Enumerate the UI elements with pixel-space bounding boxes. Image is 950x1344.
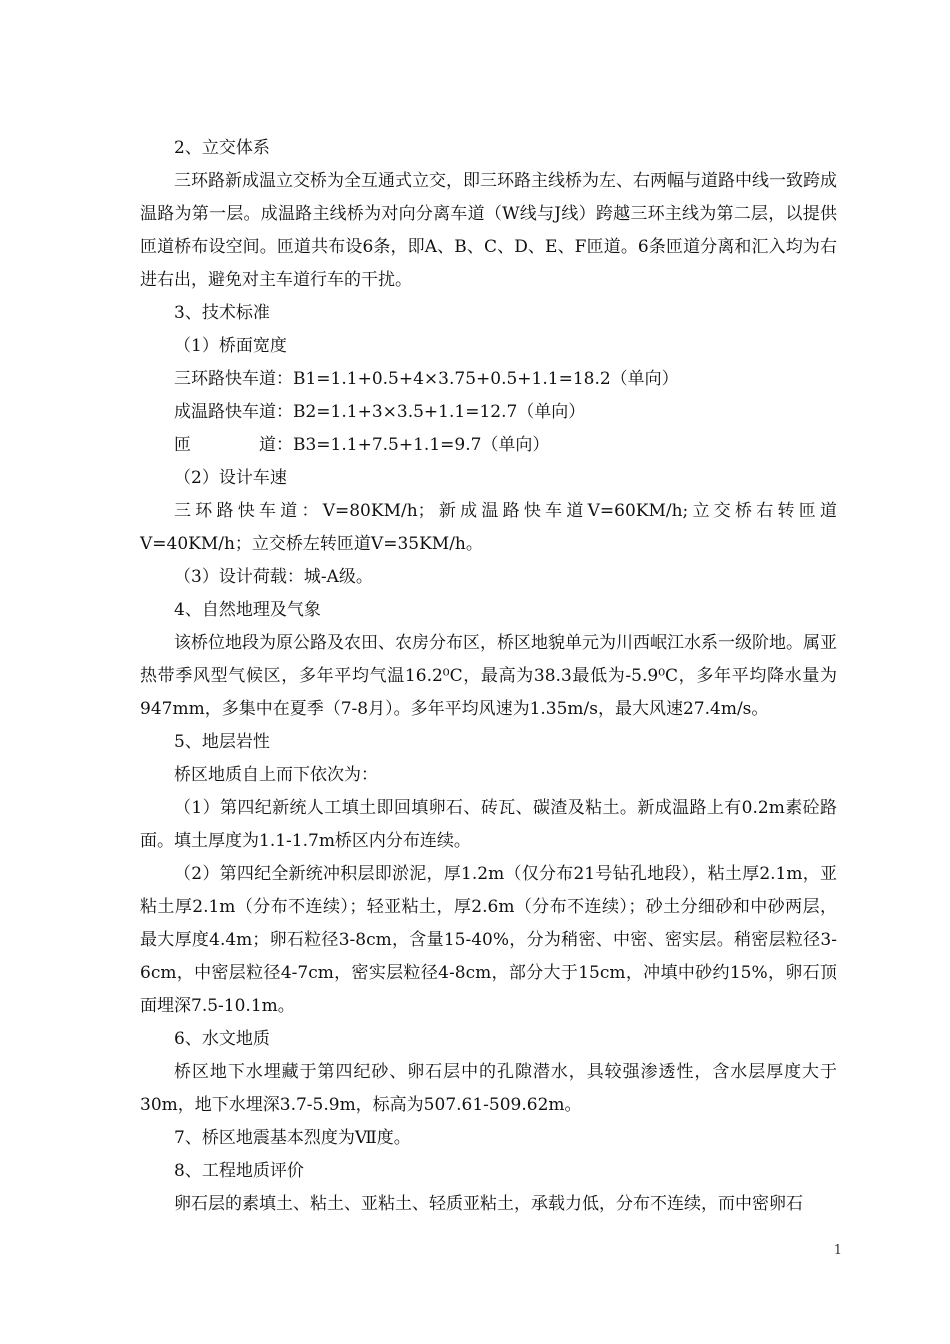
page-number: 1 [833,1243,842,1258]
paragraph-geography-climate: 该桥位地段为原公路及农田、农房分布区，桥区地貌单元为川西岷江水系一级阶地。属亚热带季风型气候区，多年平均气温16.2⁰C，最高为38.3最低为-5.9⁰C，多年平均降水量为947mm，多集中在夏季（7-8月）。多年平均风速为1.35m/s，最大风速27.4m/s。 [140,633,837,719]
section-heading-stratigraphy: 5、地层岩性 [174,732,270,752]
formula-line-b1: 三环路快车道：B1=1.1+0.5+4×3.75+0.5+1.1=18.2（单向） [174,369,679,389]
subheading-design-load: （3）设计荷载：城-A级。 [174,567,373,587]
formula-line-b3: 匝 道：B3=1.1+7.5+1.1=9.7（单向） [174,435,550,455]
section-heading-geological-evaluation: 8、工程地质评价 [174,1161,304,1181]
document-body [140,132,837,1221]
section-heading-technical-standards: 3、技术标准 [174,303,270,323]
paragraph-hydrogeology: 桥区地下水埋藏于第四纪砂、卵石层中的孔隙潜水，具较强渗透性，含水层厚度大于30m，地下水埋深3.7-5.9m，标高为507.61-509.62m。 [140,1062,837,1115]
paragraph-stratum-2: （2）第四纪全新统冲积层即淤泥，厚1.2m（仅分布21号钻孔地段），粘土厚2.1m，亚粘土厚2.1m（分布不连续）；轻亚粘土，厚2.6m（分布不连续）；砂土分细砂和中砂两层，最大厚度4.4m；卵石粒径3-8cm，含量15-40%，分为稍密、中密、密实层。稍密层粒径3-6cm，中密层粒径4-7cm，密实层粒径4-8cm，部分大于15cm，冲填中砂约15%，卵石顶面埋深7.5-10.1m。 [140,864,837,1016]
paragraph-stratum-1: （1）第四纪新统人工填土即回填卵石、砖瓦、碳渣及粘土。新成温路上有0.2m素砼路面。填土厚度为1.1-1.7m桥区内分布连续。 [140,798,837,851]
section-heading-seismic-intensity: 7、桥区地震基本烈度为Ⅶ度。 [174,1128,411,1148]
paragraph-design-speed: 三环路快车道：V=80KM/h；新成温路快车道V=60KM/h;立交桥右转匝道V=40KM/h；立交桥左转匝道V=35KM/h。 [140,501,837,554]
paragraph-stratigraphy-intro: 桥区地质自上而下依次为： [174,765,378,785]
formula-line-b2: 成温路快车道：B2=1.1+3×3.5+1.1=12.7（单向） [174,402,586,422]
section-heading-interchange-system: 2、立交体系 [174,138,270,158]
paragraph-interchange-description: 三环路新成温立交桥为全互通式立交，即三环路主线桥为左、右两幅与道路中线一致跨成温路为第一层。成温路主线桥为对向分离车道（W线与J线）跨越三环主线为第二层，以提供匝道桥布设空间。匝道共布设6条，即A、B、C、D、E、F匝道。6条匝道分离和汇入均为右进右出，避免对主车道行车的干扰。 [140,171,837,290]
section-heading-geography-climate: 4、自然地理及气象 [174,600,321,620]
subheading-deck-width: （1）桥面宽度 [174,336,287,356]
subheading-design-speed: （2）设计车速 [174,468,287,488]
paragraph-geological-evaluation: 卵石层的素填土、粘土、亚粘土、轻质亚粘土，承载力低，分布不连续，而中密卵石 [174,1194,803,1214]
section-heading-hydrogeology: 6、水文地质 [174,1029,270,1049]
